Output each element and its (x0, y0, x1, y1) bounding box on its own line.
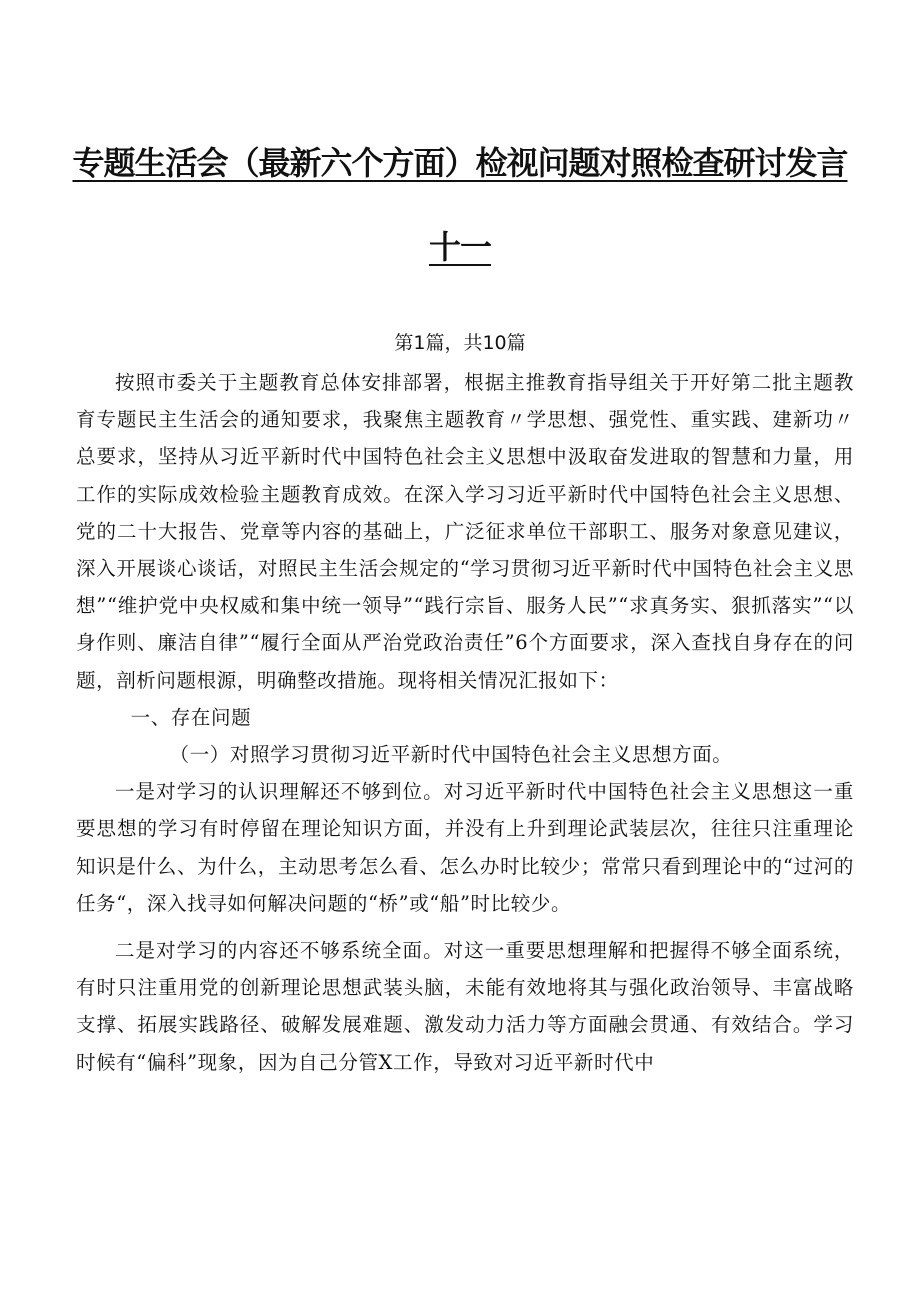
document-body (76, 364, 854, 1081)
document-title-line-1: 专题生活会（最新六个方面）检视问题对照检查研讨发言 (72, 144, 848, 182)
body-paragraph-point-2: 二是对学习的内容还不够系统全面。对这一重要思想理解和把握得不够全面系统，有时只注重用党的创新理论思想武装头脑，未能有效地将其与强化政治领导、丰富战略支撑、拓展实践路径、破解发展难题、激发动力活力等方面融会贯通、有效结合。学习时候有“偏科”现象，因为自己分管X工作，导致对习近平新时代中 (76, 939, 854, 1074)
article-counter: 第1篇，共10篇 (394, 332, 526, 354)
document-title-line-2: 十一 (428, 228, 491, 266)
body-paragraph-point-1: 一是对学习的认识理解还不够到位。对习近平新时代中国特色社会主义思想这一重要思想的学习有时停留在理论知识方面，并没有上升到理论武装层次，往往只注重理论知识是什么、为什么，主动思考怎么看、怎么办时比较少；常常只看到理论中的“过河的任务“，深入找寻如何解决问题的“桥”或“船”时比较少。 (76, 780, 854, 915)
intro-paragraph: 按照市委关于主题教育总体安排部署，根据主推教育指导组关于开好第二批主题教育专题民主生活会的通知要求，我聚焦主题教育〃学思想、强党性、重实践、建新功〃总要求，坚持从习近平新时代中国特色社会主义思想中汲取奋发进取的智慧和力量，用工作的实际成效检验主题教育成效。在深入学习习近平新时代中国特色社会主义思想、党的二十大报告、党章等内容的基础上，广泛征求单位干部职工、服务对象意见建议，深入开展谈心谈话，对照民主生活会规定的“学习贯彻习近平新时代中国特色社会主义思想”“维护党中央权威和集中统一领导”“践行宗旨、服务人民”“求真务实、狠抓落实”“以身作则、廉洁自律”“履行全面从严治党政治责任”6个方面要求，深入查找自身存在的问题，剖析问题根源，明确整改措施。现将相关情况汇报如下： (76, 371, 854, 692)
subsection-heading-1: （一）对照学习贯彻习近平新时代中国特色社会主义思想方面。 (169, 743, 733, 767)
section-heading-problems: 一、存在问题 (130, 705, 252, 729)
